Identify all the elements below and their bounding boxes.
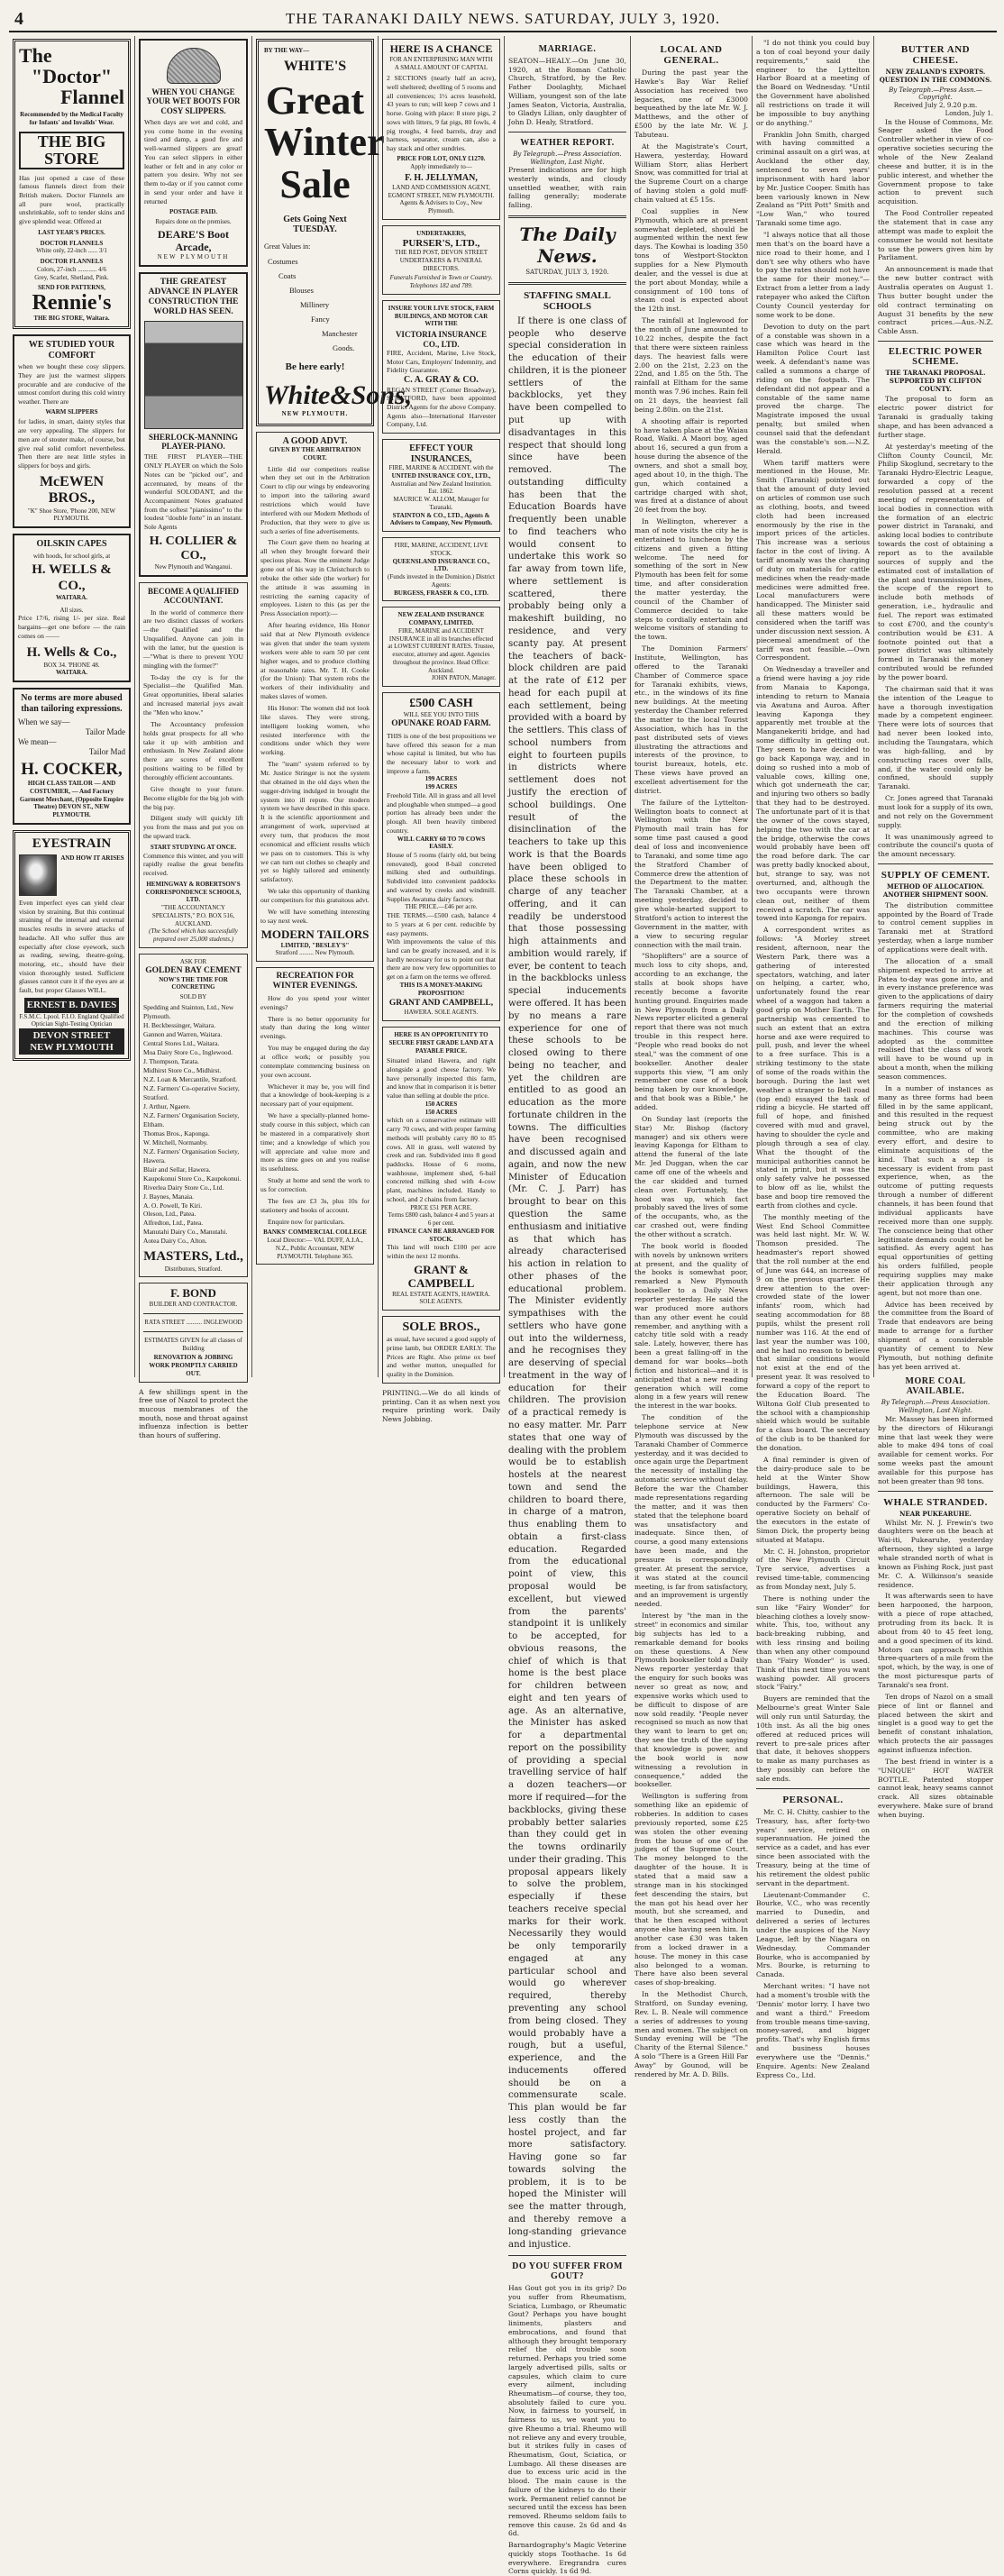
ad-banks-college: RECREATION FOR WINTER EVENINGS. How do you spend your winter evenings? There is no better opportunity for study than during the long winter evenings. You may be engaged during the day at office work; or possibly you contemplate commencing business on your own account. Whichever it may be, you will find that a knowledge of book-keeping is a necessary part of your equipment. We have a specially-planned home-study course in this subject, which can be mastered in a comparatively short time; and a knowledge of which you will appreciate and value more and more as time goes on and you realise its usefulness. Study at home and send the work to us for correction. The fees are £3 3s, plus 10s for stationery and books of account. Enquire now for particulars. BANKS' COMMERCIAL COLLEGE Local Director:— VAL DUFF, A.I.A., N.Z., Public Accountant, NEW PLYMOUTH. Telephone 365. xyxy=(256,967,374,1265)
ad-cocker: No terms are more abused than tailoring expressions. When we say— Tailor Made We mean— Tailor Mad H. COCKER, HIGH CLASS TAILOR — AND COSTUMIER, — And Factory Garment Merchant, (Opposite Empire Theatre) DEVON ST., NEW PLYMOUTH. xyxy=(13,688,131,825)
sale-item: Fancy xyxy=(311,314,330,324)
cement-agent: Moa Dairy Store Co., Inglewood. xyxy=(143,1047,233,1056)
cement-agent: A. O. Powell, Te Kiri. xyxy=(143,1201,203,1210)
cement-agent: Oleson, Ltd., Patea. xyxy=(143,1210,196,1219)
cement-agent: W. Mitchell, Normanby. xyxy=(143,1137,208,1146)
ad-hemingway: BECOME A QUALIFIED ACCOUNTANT. In the world of commerce there are two distinct classes of workers—the Qualified and the Unqualified. Anyone can join in with the latter, but the question is—"What is there to prevent YOU mingling with the former?" To-day the cry is for the Specialist—the Qualified Man. Great opportunities, liberal salaries and increased material joys await the "Men who know." The Accountancy profession holds great prospects for all who take it up with ambition and enthusiasm. In New Zealand alone there are scores of excellent positions waiting to be filled by thoroughly efficient accountants. Give thought to your future. Become eligible for the big job with the big pay. Diligent study will quickly lift you from the mass and put you on the upward track. START STUDYING AT ONCE. Commence this winter, and you will rapidly realise the great benefits received. HEMINGWAY & ROBERTSON'S CORRESPONDENCE SCHOOLS, LTD. "THE ACCOUNTANCY SPECIALISTS," P.O. BOX 516, AUCKLAND. (The School which has successfully prepared over 25,000 students.) xyxy=(139,582,248,948)
cement-agent: Spedding and Stainton, Ltd., New Plymouth. xyxy=(143,1002,234,1020)
cement-agent: N.Z. Farmers' Co-operative Society, Stratford. xyxy=(143,1083,240,1101)
ad-davies-optician: EYESTRAIN AND HOW IT ARISES Even imperfect eyes can yield clear vision by straining. But this continual straining of the internal and external muscles results in severe attacks of headache. All who suffer thus are especially after close eyework, such as reading, sewing, theatre-going, motoring, etc., should have their vision thoroughly tested. Sufficient glasses cannot cure it if the eyes are at fault, but proper Glasses WILL. ERNEST B. DAVIES F.S.M.C. Lpool. F.I.O. England Qualified Optician Sight-Testing Optician DEVON STREET NEW PLYMOUTH xyxy=(13,830,131,1062)
headline-whale: WHALE STRANDED. xyxy=(883,1496,988,1508)
cement-agent: Thomas Bros., Kaponga. xyxy=(143,1128,210,1137)
section-heading-local: LOCAL AND GENERAL. xyxy=(660,44,723,66)
headline-coal: MORE COAL AVAILABLE. xyxy=(905,1376,966,1397)
sale-item-list xyxy=(264,257,366,352)
sale-item: Coats xyxy=(278,270,297,280)
column-5: MARRIAGE. SEATON—HEALY.—On June 30, 1920, at the Roman Catholic Church, Stratford, by the Rev. Father Doolaghty, Michael William, youngest son of the late James Seaton, Victoria, Australia, to Gladys Lilian, only daughter of John D. Healy, Stratford. WEATHER REPORT. By Telegraph.—Press Association. Wellington, Last Night. Present indications are for high westerly winds, and cloudy unsettled weather, with rain falling generally; moderate falling. The Daily News. SATURDAY, JULY 3, 1920. STAFFING SMALL SCHOOLS If there is one class of people who deserve special consideration in the education of their children, it is the pioneer settlers of the backblocks, yet they have been compelled to put up with disadvantages in this respect that should long since have been removed. The outstanding difficulty has been that the Education Boards have frequently been unable to find teachers who would consent to undertake this work so far away from town life, where settlement is scattered, there probably being only a makeshift building, no residence, and very scanty pay. At present the teachers of back-block children are paid at the rate of £12 per head for each pupil at each settlement, being provided with a board by the settlers. This class of school numbers from eight to fourteen pupils in districts where settlement does not justify the erection of school buildings. One result of the disinclination of the teachers to take up this work is that the Boards have been obliged to place these schools in charge of any teacher offering, and it can readily be understood that those possessing high attainments and ambition would rarely, if ever, be content to teach in the backblocks unless special inducements were offered. It has been by no means a rare experience for one of these schools to be closed owing to there being no teacher, and yet the children are entitled to as good an education as the more fortunate children in the towns. The difficulties have been recognised and discussed again and again, and now the new Minister of Education (Mr. C. J. Parr) has brought to bear on this question the same enthusiasm and initiative as that which has already characterised his action in relation to other phases of the educational problem. The Minister evidently sympathises with the settlers who have gone out into the wilderness, and he recognises they are deserving of special treatment in the way of education for their children. The provision of a practical remedy is no easy matter. Mr. Parr states that one way of dealing with the problem would be to establish hostels at the nearest town and send the children to board there, in charge of a matron, thus enabling them to obtain a first-class education. Regarded from the educational point of view, this proposal would be excellent, but viewed from the parents' standpoint it is unlikely to be accepted, for obvious reasons, the chief of which is that home is the best place for children between eight and ten years of age. As an alternative, the Minister has asked for a departmental report on the possibility of providing a special travelling service of half a dozen teachers—or more if required—for the backblocks, giving these probably better salaries than they could get in the towns ordinarily under their grading. This proposal appears likely to solve the problem, especially if these teachers receive special marks for their work. Necessarily they would be only temporarily engaged at any particular school and would go wherever required, thereby preventing any school from being closed. They would probably have a rough, but a useful, experience, and the inducements offered should be on a commensurate scale. This plan would be far less costly than the hostel project, and far more satisfactory. Having gone so far towards solving the problem, it is to be hoped the Minister will see the matter through, and thereby remove a long-standing grievance and injustice. DO YOU SUFFER FROM GOUT? Has Gout got you in its grip? Do you suffer from Rheumatism, Sciatica, Lumbago, or Rheumatic Gout? Perhaps you have bought liniments, plasters and embrocations, and found that although they brought temporary relief the old trouble soon returned. Perhaps you tried some largely advertised pills, salts or capsules, which claim to cure every ailment, including Rheumatism—of course, they too, absolutely failed to cure you. Now, in fairness to yourself, in fairness to us, we want you to give Rheumo a trial. Rheumo will not relieve any and every trouble, but it strikes fully in cases of Rheumatism, Gout, Sciatica, or Lumbago. All these diseases are due to excess uric acid in the blood. The main cause is the failure of the kidneys to do their work. Permanent relief cannot be secured until the excess has been removed. Rheumo seldom fails to remove this cause. 2s 6d and 4s 6d. Barnardography's Magic Veterine quickly stops Toothache. 1s 6d everywhere. Eregrandra cures Corns quickly. 1s 6d 9d. xyxy=(505,36,631,1377)
ad-victoria-insurance: INSURE YOUR LIVE STOCK, FARM BUILDINGS, AND MOTOR CAR WITH THE VICTORIA INSURANCE CO., LTD. FIRE, Accident, Marine, Live Stock, Motor Cars, Employers' Indemnity, and Fidelity Guarantee. C. A. GRAY & CO. REGAN STREET (Corner Broadway), STRATFORD, have been appointed District Agents for the above Company. Agents also—International Harvester Company, Ltd. xyxy=(382,300,500,434)
local-news-continued: "I do not think you could buy a ton of coal beyond your daily requirements," said the engineer to the Lyttelton Harbor Board at a meeting of the Board on Wednesday. "Until the Government have abolished all restrictions on trade it will be impossible to buy anything or do anything." Franklin John Smith, charged with having committed a criminal assault on a girl was, at Auckland the other day, sentenced to seven years' imprisonment with hard labor by Mr. Justice Cooper. Smith has been variously known in New Zealand as "Pitt Pott" Smith and "Low Wan," who toured Taranaki some time ago. "I always notice that all those men that's on the board have a nice road to their home, and I don't see why others who have to pay the rates should not have the same for their money."—Extract from a letter from a lady ratepayer who asked the Clifton County Council yesterday for some work to be done. Devotion to duty on the part of a constable was shown in a case which was heard in the Hamilton Police Court last week. A defendant's name was called a summons a charge of riding on the footpath. The defendant did not appear and a constable of the same name proved the charge. The Magistrate imposed the usual penalty, but smiled when counsel said that the defendant was the constable's son.—N.Z. Herald. When tariff matters were mentioned in the House, Mr. Smith (Taranaki) pointed out that the amount of duty levied on articles of common use such as clothing, boots, and tweed cloth had been increased enormously by the rise in the import prices of the articles. This increase was a serious factor in the cost of living. A tariff anomaly was the charging of duty on materials for cattle medicines when the ready-made medicines were admitted free. Local manufacturers were handicapped. The Minister said all these matters would be considered when the tariff was under discussion next session. A piecemeal amendment of the tariff was not feasible.—Own Correspondent. On Wednesday a traveller and a friend were having a joy ride from Manaia to Kaponga, intending to return to Manaia via Awatuna and Auroa. After leaving Kaponga they apparently met trouble at the Manganekeriti bridge, and had some difficulty in getting out. They seem to have decided to go back Kaponga way, and in doing so rushed into a mob of valuable cows, killing one, which got underneath the car, and injuring two others so badly that they had to be destroyed. The unfortunate part of it is that the owner of the cows stayed, helping the two with the car at the bridge, otherwise the cows would probably have been off the road before dark. The car was pretty badly knocked about, but, strange to say, was not overturned, and, although the two occupants were thrown clean out, neither of them received a scratch. The car was towed into Kaponga for repairs. A correspondent writes as follows: "A Morley street resident, afternoon, near the Western Park, there was a gathering of interested spectators, watching, and later on helping, a carter, who, unfortunately found the rear wheel of a waggon had taken a good grip on Mother Earth. The partnership was cemented to such an extent that an extra horse and axe were required to pull, push, and lever the wheel to a free surface. This is a striking testimony to the state of some of the roads within the borough. During the last wet weather a stranger to Bell road (top end) essayed the task of riding a bicycle. He started off full of hope, and finished covered with mud and gravel, having to shoulder the cycle and plough through a sea of clay. What the thought of the municipal authorities cannot be stated in print, but it was the only safety valve he possessed to blow off as lie, whilst the base and boop tire removed the earth from clothes and cycle. The monthly meeting of the West End School Committee was held last night. Mr. W. W. Thomson presided. The headmaster's report showed that the roll number at the end of June was 644, an increase of 9 on the previous quarter. He drew attention to the over-crowded state of the lower infants' room, which had seating accommodation for 88 pupils, whilst the present roll number was 116. At the end of last year the number was 100, and he had no reason to believe that similar conditions would not exist at the end of the present year. It was resolved to forward a copy of the report to the Education Board. The Wiltona Golf Club presented to the school with a championship shield which would be suitable for a class board. The secretary of the club is to be thanked for the donation. A final reminder is given of the dairy-produce sale to be held at the Winter Show buildings, Hawera, this afternoon. The sale will be conducted by the Farmers' Co-operative Society on behalf of the executors in the estate of Simon Dick, the property being situated at Matapu. Mr. C. H. Johnston, proprietor of the New Plymouth Circuit Tyre service, advertises a revised time-table, commencing as from Monday next, July 5. There is nothing under the sun like "Fairy Wonder" for bleaching clothes a lovely snow-white. This, too, without any back-breaking rubbing, and with less rinsing and boiling than when any other compound than "Fairy Wonder" is used. Think of this next time you want washing powder. All grocers stock "Fairy." Buyers are reminded that the Melbourne's great Winter Sale will only run until Saturday, the 10th inst. As all the big ones offered at reduced prices will revert to pre-sale prices after that date, it behoves shoppers to make as many purchases as they possibly can before the sale ends. xyxy=(756,39,870,1783)
headline-butter-cheese: BUTTER AND CHEESE. xyxy=(900,44,971,66)
cement-agent: Central Stores Ltd., Waitara. xyxy=(143,1038,220,1047)
nazol-notice: A few shillings spent in the free use of Nazol to protect the mucous membranes of the mouth, nose and throat against influenza infection is better than hours of suffering. xyxy=(139,1387,248,1440)
eye-illustration xyxy=(19,854,57,896)
sale-item: Blouses xyxy=(289,285,314,295)
editorial-flag: The Daily News. xyxy=(519,223,616,267)
masthead xyxy=(9,7,997,32)
cement-agent: Gannon and Warren, Waitara. xyxy=(143,1029,223,1038)
ad-grant-campbell: HERE IS AN OPPORTUNITY TO SECURE FIRST GRADE LAND AT A PAYABLE PRICE. Situated inland Hawera, and right alongside a good cheese factory. We have personally inspected this farm, and know that in comparison it is better value than selling at double the price. 150 ACRES 150 ACRES which on a conservative estimate will carry 70 cows, and with proper farming methods will probably carry 80 to 85 cows. All in grass, well watered by creek and ran. Subdivided into 8 good paddocks. House of 6 rooms, washhouse, implement shed, 6-bail concreted milking shed with 4-cow plant, machines included. Handy to school, and 2 chains from factory. PRICE £51 PER ACRE. Terms £800 cash, balance 4 and 5 years at 6 per cent. FINANCE CAN BE ARRANGED FOR STOCK. This land will touch £100 per acre within the next 12 months. GRANT & CAMPBELL REAL ESTATE AGENTS, HAWERA. SOLE AGENTS. xyxy=(382,1027,500,1311)
cement-agent: Aotea Dairy Co., Alton. xyxy=(143,1237,207,1246)
sale-item: Costumes xyxy=(268,256,298,266)
headline-cement: SUPPLY OF CEMENT. xyxy=(881,870,990,882)
headline-electric-power: ELECTRIC POWER SCHEME. xyxy=(888,347,983,368)
column-1 xyxy=(9,36,135,1377)
cement-agent: H. Beckbessinger, Waitara. xyxy=(143,1020,216,1029)
cement-agent: N.Z. Farmers' Organisation Society, Eltham. xyxy=(143,1110,240,1128)
ad-whites-winter-sale: BY THE WAY— WHITE'S Great Winter Sale Gets Going Next TUESDAY. Great Values in: Costumes Coats Blouses Millinery Fancy Manchester Goods. Be here early! White&Sons, NEW PLYMOUTH. xyxy=(256,39,374,426)
ad-collier-piano: THE GREATEST ADVANCE IN PLAYER CONSTRUCTION THE WORLD HAS SEEN. SHERLOCK-MANNING PLAYER-PIANO. THE FIRST PLAYER—THE ONLY PLAYER on which the Solo Notes can be "picked out", and accentuated, by means of the wonderful SOLODANT, and the Accompaniment Notes graduated from the softest "pianissimo" to the loudest "double forte" in an instant. Sole Agents H. COLLIER & CO., New Plymouth and Wanganui. xyxy=(139,272,248,577)
cement-agent: N.Z. Farmers' Organisation Society, Hawera. xyxy=(143,1146,240,1165)
ad-sole-bros: SOLE BROS., as usual, have secured a good supply of prime lamb, but ORDER EARLY. The Prices are Right. Also prime ox beef and wether mutton, unequalled for quality in the Dominion. xyxy=(382,1316,500,1384)
ad-deare-boots: WHEN YOU CHANGE YOUR WET BOOTS FOR COSY SLIPPERS. When days are wet and cold, and you come home in the evening tired and damp, a good fire and well-warmed slippers are great! You can select slippers in either leather or felt and in any color or pattern you desire. Why not see them to-day or if you cannot come in send your order and have it returned POSTAGE PAID. Repairs done on the premises. DEARE'S Boot Arcade, NEW PLYMOUTH xyxy=(139,39,248,267)
printing-notice: PRINTING.—We do all kinds of printing. Can it as when next you require printing work. Daily News Jobbing. xyxy=(382,1388,500,1423)
section-heading-personal: PERSONAL. xyxy=(782,1794,844,1805)
cement-agent: J. Arthur, Ngaere. xyxy=(143,1101,191,1110)
cement-agent: Manutahi Dairy Co., Manutahi. xyxy=(143,1228,228,1237)
column-3 xyxy=(252,36,413,1377)
rheumo-ad: Has Gout got you in its grip? Do you suffer from Rheumatism, Sciatica, Lumbago, or Rheumatic Gout? Perhaps you have bought liniments, plasters and embrocations, and found that although they brought temporary relief the old trouble soon returned. Perhaps you tried some largely advertised pills, salts or capsules, which claim to cure every ailment, including Rheumatism—of course, they too, absolutely failed to cure you. Now, in fairness to yourself, in fairness to us, we want you to give Rheumo a trial. Rheumo will not relieve any and every trouble, but it strikes fully in cases of Rheumatism, Gout, Sciatica, or Lumbago. All these diseases are due to excess uric acid in the blood. The main cause is the failure of the kidneys to do their work. Permanent relief cannot be secured until the excess has been removed. Rheumo seldom fails to remove this cause. 2s 6d and 4s 6d. xyxy=(508,2284,626,2538)
cement-agent: Alfredton, Ltd., Patea. xyxy=(143,1219,204,1228)
sale-item: Manchester xyxy=(322,328,358,338)
ad-queensland-insurance: FIRE, MARINE, ACCIDENT, LIVE STOCK. QUEENSLAND INSURANCE CO., LTD. (Funds invested in the Dominion.) District Agents: BURGESS, FRASER & CO., LTD. xyxy=(382,537,500,601)
ad-opunake-farm: £500 CASH WILL SEE YOU INTO THIS OPUNAKE ROAD FARM. THIS is one of the best propositions we have offered this season for a man whose capital is limited, but who has the necessary labor to work and improve a farm. 199 ACRES 199 ACRES Freehold Title. All in grass and all level and ploughable when stumped—a good portion has already been under the plough. All been heavily timbered country. WILL CARRY 60 TO 70 COWS EASILY. House of 5 rooms (fairly old, but being renovated), good 8-bail concreted milking shed and outbuildings. Subdivided into convenient paddocks and watered by creeks and windmill. Supplies Awatuna dairy factory. THE PRICE.—£46 per acre. THE TERMS.—£500 cash, balance 4 to 5 years at 6 per cent. reducible by easy payments. With improvements the value of this land can be greatly increased, and it is hardly necessary for us to point out that there are now very few opportunities to get on a farm on the terms we offered. THIS IS A MONEY-MAKING PROPOSITION! GRANT AND CAMPBELL, HAWERA. SOLE AGENTS. xyxy=(382,692,500,1021)
cement-agent: N.Z. Loan & Mercantile, Stratford. xyxy=(143,1074,237,1083)
editorial-body: If there is one class of people who deserve special consideration in the education of their children, it is the pioneer settlers of the backblocks, yet they have been compelled to put up with disadvantages in this respect that should long since have been removed. The outstanding difficulty has been that the Education Boards have frequently been unable to find teachers who would consent to undertake this work so far away from town life, where settlement is scattered, there probably being only a makeshift building, no residence, and very scanty pay. At present the teachers of back-block children are paid at the rate of £12 per head for each pupil at each settlement, being provided with a board by the settlers. This class of school numbers from eight to fourteen pupils in districts where settlement does not justify the erection of school buildings. One result of the disinclination of the teachers to take up this work is that the Boards have been obliged to place these schools in charge of any teacher offering, and it can readily be understood that those possessing high attainments and ambition would rarely, if ever, be content to teach in the backblocks unless special inducements were offered. It has been by no means a rare experience for one of these schools to be closed owing to there being no teacher, and yet the children are entitled to as good an education as the more fortunate children in the towns. The difficulties have been recognised and discussed again and again, and now the new Minister of Education (Mr. C. J. Parr) has brought to bear on this question the same enthusiasm and initiative as that which has already characterised his action in relation to other phases of the educational problem. The Minister evidently sympathises with the settlers who have gone out into the wilderness, and he recognises they are deserving of special treatment in the way of education for their children. The provision of a practical remedy is no easy matter. Mr. Parr states that one way of dealing with the problem would be to establish hostels at the nearest town and send the children to board there, in charge of a matron, thus enabling them to obtain a first-class education. Regarded from the educational point of view, this proposal would be excellent, but viewed from the parents' standpoint it is unlikely to be accepted, for obvious reasons, the chief of which is that home is the best place for children between eight and ten years of age. As an alternative, the Minister has asked for a departmental report on the possibility of providing a special travelling service of half a dozen teachers—or more if required—for the backblocks, giving these probably better salaries than they could get in the towns ordinarily under their grading. This proposal appears likely to solve the problem, especially if these teachers receive special marks for their work. Necessarily they would be only temporarily engaged at any particular school and would go wherever required, thereby preventing any school from being closed. They would probably have a rough, but a useful, experience, and the inducements offered should be on a commensurate scale. This plan would be far less costly than the hostel project, and far more satisfactory. Having gone so far towards solving the problem, it is to be hoped the Minister will see the matter through, and thereby remove a long-standing grievance and injustice. xyxy=(508,315,626,2250)
ad-pursers: UNDERTAKERS, PURSER'S, LTD., THE RED POST, DEVON STREET UNDERTAKERS & FUNERAL DIRECTORS. Funerals Furnished in Town or Country. Telephones 182 and 789. xyxy=(382,225,500,295)
local-news-body: During the past year the Hawke's Bay War Relief Association has received two legacies, one of £3000 bequeathed by the late Mr. W. J. Matthews, and the other of £500 by the late Mr. W. J. Tabuteau. At the Magistrate's Court, Hawera, yesterday, Howard William Storr, alias Herbert Snow, was committed for trial at the Supreme Court on a charge of having stolen a gold muff-chain valued at £5 15s. Coal supplies in New Plymouth, which are at present somewhat depleted, should be augmented within the next few days. The Kowhai is loading 350 tons of Westport-Stockton supplies for a New Plymouth dealer, and the vessel is due at the port about Monday, while a consignment of 100 tons of steam coal is expected about the 12th inst. The rainfall at Inglewood for the month of June amounted to 10.22 inches, despite the fact that there were sixteen rainless days. The heaviest falls were 2.00 on the 21st, 2.23 on the 22nd, and 1.85 on the 5th. The rainfall at Eltham for the same month was 7.96 inches. Rain fell on 21 days, the heaviest fall being 2.80in. on the 21st. A shooting affair is reported to have taken place at the Waiau Road, Waiki. A Maori boy, aged about 16, secured a gun from a house during the absence of the owners, and shot a small boy, aged about 10, in the thigh. The gun, which contained a cartridge charged with shot, was fired at a distance of about 20 feet from the boy. In Wellington, wherever a man of note visits the city he is entertained to luncheon by the citizens and given a fitting welcome. The need for something of the sort in New Plymouth has been felt for some time, and after consideration the matter yesterday, the council of the Chamber of Commerce decided to take steps to cordially entertain and welcome visitors of standing to the town. The Dominion Farmers' Institute, Wellington, has offered to the Taranaki Chamber of Commerce space for Taranaki exhibits, views, etc., in the windows of its fine new buildings. At the meeting yesterday the Chamber referred the matter to the local Tourist Association, which has in the past distributed sets of views illustrating the attractions and interests of the province, to tourist bureaux, hotels, etc. These views have proved an excellent advertisement for the district. The failure of the Lyttelton-Wellington boats to connect at Wellington with the New Plymouth mail train has for some time past caused a good deal of loss and inconvenience to Taranaki, and some time ago the Stratford Chamber of Commerce drew the attention of the Department to the matter. The Taranaki Chamber, at a meeting yesterday, decided to give whole-hearted support to Stratford's action to interest the Government in the matter, with a view to securing regular connection with the mail train. "Shoplifters" are a source of much loss to city shops, and, according to an exchange, the stalls at book shops have recently become a favorite hunting ground. Enquiries made in New Plymouth from a Daily News reporter elicited a general report that there was not much trouble in this respect here. "People who read books do not steal," was the comment of one bookseller. Another dealer supports this view, "I am only remember one case of a book being taken by our knowledge, and that book was a Bible," he added. On Sunday last (reports the Star) Mr. Bishop (factory manager) and six others were leaving Kaponga for Eltham to attend the funeral of the late Mr. Jed Duggan, when the car came off one of the wheels and the car skidded and turned clean over. Fortunately, the hood was up, which fact probably saved the lives of some of the occupants, who, as the car crashed out, were finding the other without a scratch. The book world is flooded with novels by unknown writers at present, and the quality of the books is somewhat poor, remarked a New Plymouth bookseller to a Daily News reporter yesterday. He said the war produced more authors than any other event he could remember, and anything with a catchy title sold with a ready sale. Lately, however, there has been a great falling-off in the demand for war books—both fiction and historical—and it is anticipated that a new reading generation which will come along in a few years will renew the interest in the war books. The condition of the telephone service at New Plymouth was discussed by the Taranaki Chamber of Commerce yesterday, and it was decided to once again urge the Department the necessity of installing the automatic service without delay. Before the war the Chamber made representations regarding the matter, and it was then stated that the telephone board was unsatisfactory and inadequate. Since then, of course, a good many extensions have been made, and the pressure is correspondingly greater. At present the service, it was stated at the council meeting, is far from satisfactory, and an improvement is urgently needed. Interest by "the man in the street" in economics and similar big subjects has led to a remarkable demand for books on these questions. A New Plymouth bookseller told a Daily News reporter yesterday that the enquiry for such books was never so great as now, and expensive works which used to be difficult to dispose of are now sold readily. "People never recognised so much as now that they want to learn to get on; they see the truth of the saying that knowledge is power, and the book world is now witnessing a revolution in consequence," added the bookseller. Wellington is suffering from something like an epidemic of robberies. In addition to cases previously reported, some £25 was stolen the other evening from the house of one of the judges of the Supreme Court. The money belonged to the daughter of the house. It is stated that a maid saw a strange man in his stockinged feet descending the stairs, but the man got his head over her mouth, but she screamed, and that he then escaped without anyone else having seen him. In another case £30 was taken from a locked drawer in a house. The money in this case also belonged to a woman. There have also been several cases of shop-breaking. In the Methodist Church, Stratford, on Sunday evening, Rev. L. B. Neale will commence a series of addresses to young men and women. The subject on Sunday evening will be "The Charity of the Eternal Silence." A solo "There is a Green Hill Far Away" by Gounod, will be rendered by Mr. A. D. Bills. xyxy=(634,69,748,2078)
cement-agent: Kaupokonui Store Co., Kaupokonui. xyxy=(143,1174,242,1183)
newspaper-title: THE TARANAKI DAILY NEWS. SATURDAY, JULY 3, 1920. xyxy=(285,10,721,27)
ad-mcewen: WE STUDIED YOUR COMFORT when we bought these cosy slippers. They are just the warmest slippers procurable and are conducive of the utmost comfort during this cold wintry weather. There are WARM SLIPPERS for ladies, in smart, dainty styles that are very appealing. The slippers for men are of stouter make, of course, but give real solid comfort nevertheless. Then there are neat little styles in slippers for boys and girls. McEWEN BROS., "K" Shoe Store, 'Phone 200, NEW PLYMOUTH. xyxy=(13,334,131,528)
marriage-notice: SEATON—HEALY.—On June 30, 1920, at the Roman Catholic Church, Stratford, by the Rev. Father Doolaghty, Michael William, youngest son of the late James Seaton, Victoria, Australia, to Gladys Lilian, only daughter of John D. Healy, Stratford. xyxy=(508,57,626,127)
column-7: "I do not think you could buy a ton of coal beyond your daily requirements," said the engineer to the Lyttelton Harbor Board at a meeting of the Board on Wednesday. "Until the Government have abolished all restrictions on trade it will be impossible to buy anything or do anything." Franklin John Smith, charged with having committed a criminal assault on a girl was, at Auckland the other day, sentenced to seven years' imprisonment with hard labor by Mr. Justice Cooper. Smith has been variously known in New Zealand as "Pitt Pott" Smith and "Low Wan," who toured Taranaki some time ago. "I always notice that all those men that's on the board have a nice road to their home, and I don't see why others who have to pay the rates should not have the same for their money."—Extract from a letter from a lady ratepayer who asked the Clifton County Council yesterday for some work to be done. Devotion to duty on the part of a constable was shown in a case which was heard in the Hamilton Police Court last week. A defendant's name was called a summons a charge of riding on the footpath. The defendant did not appear and a constable of the same name proved the charge. The Magistrate imposed the usual penalty, but smiled when counsel said that the defendant was the constable's son.—N.Z. Herald. When tariff matters were mentioned in the House, Mr. Smith (Taranaki) pointed out that the amount of duty levied on articles of common use such as clothing, boots, and tweed cloth had been increased enormously by the rise in the import prices of the articles. This increase was a serious factor in the cost of living. A tariff anomaly was the charging of duty on materials for cattle medicines when the ready-made medicines were admitted free. Local manufacturers were handicapped. The Minister said all these matters would be considered when the tariff was under discussion next session. A piecemeal amendment of the tariff was not feasible.—Own Correspondent. On Wednesday a traveller and a friend were having a joy ride from Manaia to Kaponga, intending to return to Manaia via Awatuna and Auroa. After leaving Kaponga they apparently met trouble at the Manganekeriti bridge, and had some difficulty in getting out. They seem to have decided to go back Kaponga way, and in doing so rushed into a mob of valuable cows, killing one, which got underneath the car, and injuring two others so badly that they had to be destroyed. The unfortunate part of it is that the owner of the cows stayed, helping the two with the car at the bridge, otherwise the cows would probably have been off the road before dark. The car was pretty badly knocked about, but, strange to say, was not overturned, and, although the two occupants were thrown clean out, neither of them received a scratch. The car was towed into Kaponga for repairs. A correspondent writes as follows: "A Morley street resident, afternoon, near the Western Park, there was a gathering of interested spectators, watching, and later on helping, a carter, who, unfortunately found the rear wheel of a waggon had taken a good grip on Mother Earth. The partnership was cemented to such an extent that an extra horse and axe were required to pull, push, and lever the wheel to a free surface. This is a striking testimony to the state of some of the roads within the borough. During the last wet weather a stranger to Bell road (top end) essayed the task of riding a bicycle. He started off full of hope, and finished covered with mud and gravel, having to shoulder the cycle and plough through a sea of clay. What the thought of the municipal authorities cannot be stated in print, but it was the only safety valve he possessed to blow off as lie, whilst the base and boop tire removed the earth from clothes and cycle. The monthly meeting of the West End School Committee was held last night. Mr. W. W. Thomson presided. The headmaster's report showed that the roll number at the end of June was 644, an increase of 9 on the previous quarter. He drew attention to the over-crowded state of the lower infants' room, which had seating accommodation for 88 pupils, whilst the present roll number was 116. At the end of last year the number was 100, and he had no reason to believe that similar conditions would not exist at the end of the present year. It was resolved to forward a copy of the report to the Education Board. The Wiltona Golf Club presented to the school with a championship shield which would be suitable for a class board. The secretary of the club is to be thanked for the donation. A final reminder is given of the dairy-produce sale to be held at the Winter Show buildings, Hawera, this afternoon. The sale will be conducted by the Farmers' Co-operative Society on behalf of the executors in the estate of Simon Dick, the property being situated at Matapu. Mr. C. H. Johnston, proprietor of the New Plymouth Circuit Tyre service, advertises a revised time-table, commencing as from Monday next, July 5. There is nothing under the sun like "Fairy Wonder" for bleaching clothes a lovely snow-white. This, too, without any back-breaking rubbing, and with less rinsing and boiling than when any other compound than "Fairy Wonder" is used. Think of this next time you want washing powder. All grocers stock "Fairy." Buyers are reminded that the Melbourne's great Winter Sale will only run until Saturday, the 10th inst. As all the big ones offered at reduced prices will revert to pre-sale prices after that date, it behoves shoppers to make as many purchases as they possibly can before the sale ends. PERSONAL. Mr. C. H. Chitty, cashier to the Treasury, has, after forty-two years' service, retired on superannuation. He joined the service as a cadet, and has ever since been associated with the Treasury, being at the time of his retirement the oldest public servant in the department. Lieutenant-Commander C. Bourke, V.C., who was recently married to Dunedin, and delivered a series of lectures under the auspices of the Navy League, left by the Niagara on Wednesday. Commander Bourke, who is accompanied by Mrs. Bourke, is returning to Canada. Merchant writes: "I have not had a moment's trouble with the 'Dennis' motor lorry. I have two and want a third." Freedom from trouble means time-saving, money-saved, and bigger profits. That's why English firms and business houses everywhere use the "Dennis." Enquire. Agents: New Zealand Express Co., Ltd. xyxy=(753,36,874,1377)
page-number: 4 xyxy=(14,8,23,29)
cement-agent: Blair and Sellar, Hawera. xyxy=(143,1165,211,1174)
sale-item: Goods. xyxy=(333,343,355,352)
ad-jellyman: HERE IS A CHANCE FOR AN ENTERPRISING MAN WITH A SMALL AMOUNT OF CAPITAL 2 SECTIONS (nearly half an acre), well sheltered; dwelling of 5 rooms and all conveniences; 1½ acres leasehold, 43 years to run; will keep 7 cows and 1 horse. Going with place: 8 store pigs, 2 sows with litters, 9 fat pigs, 80 fowls, 4 pig troughs, 4 feed barrels, dray and harness, separator, cream can, also a hay stack and other sundries. PRICE FOR LOT, ONLY £1270. Apply immediately to— F. H. JELLYMAN, LAND AND COMMISSION AGENT, EGMONT STREET, NEW PLYMOUTH. Agents & Advisers to Coy., New Plymouth. xyxy=(382,39,500,220)
column-4 xyxy=(379,36,505,1423)
big-store-logo: THE BIG STORE xyxy=(19,132,124,169)
whites-logo: White&Sons, xyxy=(264,380,413,411)
cement-agent: J. Thompson, Tarata. xyxy=(143,1056,199,1065)
ad-modern-tailors: A GOOD ADVT. GIVEN BY THE ARBITRATION COURT. Little did our competitors realise when they set out in the Arbitration Court to clip our wings by endeavoring to import into the tailoring award restrictions which would have interfered with our Modern Methods of Production, that they were to give us such a series of fine advertisements. The Court gave them no hearing at all when they brought forward their specious pleas. Now the eminent Judge gone out of his way in Christchurch to rebuke the other side (the worker) for the attitude it was assuming in restricting the earning capacity of employees. Listen to this (as per the Press Association report):— After hearing evidence, His Honor said that at New Plymouth evidence was given that under the team system workers were able to earn 50 per cent higher wages, and to produce clothing at reasonable rates. Mr. T. H. Cooke (for the Union): That system robs the workers of their individuality and makes slaves of women. His Honor: The women did not look like slaves. They were strong, intelligent looking women, who resisted interference with the conditions under which they were working. The "team" system referred to by Mr. Justice Stringer is not the system that obtained in the old days when the sugger-driving indulged in brought the system into ill repute. Our modern system we have described in this space. It is the scientific apportionment and arrangement of work, supervised at every turn, that produces the most economical and efficient results which we pass on to customers. This is why we can turn out clothes so cheaply and yet so highly tailored and eminently satisfactory. We take this opportunity of thanking our competitors for this gratuitous advt. We will have something interesting to say next week. MODERN TAILORS LIMITED, "BESLEY'S" Stratford ......... New Plymouth. xyxy=(256,432,374,962)
editorial-headline: STAFFING SMALL SCHOOLS xyxy=(524,289,611,313)
column-2 xyxy=(135,36,252,1440)
ad-bond-builder: F. BOND BUILDER AND CONTRACTOR. RATA STREET .......... INGLEWOOD ESTIMATES GIVEN for all classes of Building RENOVATION & JOBBING WORK PROMPTLY CARRIED OUT. xyxy=(139,1283,248,1382)
slipper-illustration xyxy=(167,48,221,84)
ad-doctor-flannel: The "Doctor" Flannel Recommended by the Medical Faculty for Infants' and Invalids' Wear. THE BIG STORE Has just opened a case of these famous flannels direct from their British makers. Doctor Flannels are all pure wool, practically unshrinkable, soft to tender skins and give splendid wear. Offered at LAST YEAR'S PRICES. DOCTOR FLANNELS White only, 22-inch ...... 3/1 DOCTOR FLANNELS Colors, 27-inch ............ 4/6 Grey, Scarlet, Shetland, Pink. SEND FOR PATTERNS, Rennie's THE BIG STORE, Waitara. xyxy=(13,39,131,329)
cement-agent-list xyxy=(143,1003,243,1247)
sale-item: Millinery xyxy=(300,299,330,309)
ad-nz-insurance: NEW ZEALAND INSURANCE COMPANY, LIMITED. FIRE, MARINE and ACCIDENT INSURANCE in all its branches effected at LOWEST CURRENT RATES. Trustee, executor, attorney and agent. Agencies throughout the province. Head Office: Auckland. JOHN PATON, Manager. xyxy=(382,607,500,687)
player-piano-illustration xyxy=(144,321,243,429)
ad-wells: OILSKIN CAPES with hoods, for school girls, at H. WELLS & CO., WAITARA. All sizes. Price 17/6, rising 1/- per size. Real bargains—get one before — the rain comes on —— H. Wells & Co., BOX 34. 'PHONE 48. WAITARA. xyxy=(13,534,131,682)
ad-united-insurance: EFFECT YOUR INSURANCES, FIRE, MARINE & ACCIDENT. with the UNITED INSURANCE COY., LTD., Australian and New Zealand Institution. Est. 1862. MAURICE W. ALLOM, Manager for Taranaki. STAINTON & CO., LTD., Agents & Advisers to Company, New Plymouth. xyxy=(382,439,500,532)
weather-report: Present indications are for high westerly winds, and cloudy unsettled weather, with rain falling generally; moderate falling. xyxy=(508,166,626,210)
cement-agent: Riverlea Dairy Store Co., Ltd. xyxy=(143,1183,224,1192)
cement-agent: J. Baynes, Manaia. xyxy=(143,1192,195,1201)
cement-agent: Midhirst Store Co., Midhirst. xyxy=(143,1065,222,1074)
column-8: BUTTER AND CHEESE. NEW ZEALAND'S EXPORTS. QUESTION IN THE COMMONS. By Telegraph.—Press Assn.—Copyright. Received July 2, 9.20 p.m. London, July 1. In the House of Commons, Mr. Seager asked the Food Controller whether in view of co-operative societies securing the whole of the New Zealand cheese and butter, it is in the public interest, and whether the Government propose to take action to prevent such acquisition. The Food Controller repeated the statement that in case any attempt was made to exploit the consumer he would not hesitate to use the powers given him by Parliament. An announcement is made that the new butter contract with Australia operates on August 1. Thus butter bought under the old contract terminating on August 31 benefits by the new contract prices.—Aus.-N.Z. Cable Assn. ELECTRIC POWER SCHEME. THE TARANAKI PROPOSAL. SUPPORTED BY CLIFTON COUNTY. The proposal to form an electric power district for Taranaki is gradually taking shape, and has been advanced a further stage. At yesterday's meeting of the Clifton County Council, Mr. Philip Skoglund, secretary to the Taranaki Hydro-Electric League, forwarded a copy of the resolution passed at a recent meeting of representatives of local bodies in connection with the formation of an electric power district in Taranaki, and asking local bodies to contribute towards the cost of obtaining a report as to the available sources of supply and the estimated cost of installation of the plant and transmission lines, the scope of the report to include both methods of generation, i.e., hydraulic and fuel. The report was estimated to cost £700, and the county's contribution would be £31. A footnote pointed out that a power district was ultimately formed in Taranaki the money contributed would be refunded by the power board. The chairman said that it was the intention of the League to have a thorough investigation made by a competent engineer. There were lots of sources that had never been looked into, including the Taungatara, which was high-falling, and by constructing races over falls, and, if the water could only be confined, should supply Taranaki. Cr. Jones agreed that Taranaki must look for a supply of its own, and not rely on the Government supply. It was unanimously agreed to contribute the council's quota of the amount necessary. SUPPLY OF CEMENT. METHOD OF ALLOCATION. ANOTHER SHIPMENT SOON. The distribution committee appointed by the Board of Trade to control cement supplies in Taranaki met at Stratford yesterday, when a large number of applications were dealt with. The allocation of a small shipment expected to arrive at Patea to-day was gone into, and in every instance preference was given to the applications of dairy farmers requiring the material for the completion of cowsheds and the erection of milking machines. This course was adopted as the committee realised that the class of work will have to be wound up in about a month, when the milking season commences. In a number of instances as many as three forms had been filled in by the same applicant, and this resulted in the request being struck out by the committee, who are making every effort, and desire to eliminate acquisitions of the kind. That such a step is necessary is evident from past experience, when, as the outcome of putting requests through a number of different channels, it has been found that individual applicants have received more than one supply. The conscience being that other legitimate demands could not be satisfied. As every agent has equal opportunities of getting his orders fulfilled, people requiring supplies may make their application through any agent, but not more than one. Advice has been received by the committee from the Board of Trade that endeavors are being made to arrange for a further shipment of a considerable quantity of cement to New Plymouth, but nothing definite has yet been arrived at. MORE COAL AVAILABLE. By Telegraph.—Press Association. Wellington, Last Night. Mr. Massey has been informed by the directors of Hikurangi mine that last week they were able to make 494 tons of coal available for cement works. For some weeks past the amount available for this purpose has not been greater than 98 tons. WHALE STRANDED. NEAR PUKEARUHE. Whilst Mr. N. J. Frewin's two daughters were on the beach at Wai-iti, Pukearuhe, yesterday afternoon, they sighted a large whale stranded north of what is known as Fishing Rock, just past Mr. C. A. Wilkinson's seaside residence. It was afterwards seen to have been harpooned, the harpoon, with a piece of rope attached, protruding from its back. It is about from 40 to 45 feet long, and a good specimen of its kind. Motors can approach within three-quarters of a mile from the spot, which, by the way, is one of the most picturesque parts of Taranaki's sea front. Ten drops of Nazol on a small piece of lint or flannel and placed between the skirt and singlet is a good way to get the benefit of constant inhalation, which protects the air passages against influenza infection. The best friend in winter is a "UNIQUE" HOT WATER BOTTLE. Patented stopper cannot leak, heavy seams cannot crack. All sizes obtainable everywhere. Make sure of brand when buying. xyxy=(878,44,994,1820)
ad-golden-bay-cement: ASK FOR GOLDEN BAY CEMENT NOW'S THE TIME FOR CONCRETING SOLD BY Spedding and Stainton, Ltd., New Plymouth. H. Beckbessinger, Waitara. Gannon and Warren, Waitara. Central Stores Ltd., Waitara. Moa Dairy Store Co., Inglewood. J. Thompson, Tarata. Midhirst Store Co., Midhirst. N.Z. Loan & Mercantile, Stratford. N.Z. Farmers' Co-operative Society, Stratford. J. Arthur, Ngaere. N.Z. Farmers' Organisation Society, Eltham. Thomas Bros., Kaponga. W. Mitchell, Normanby. N.Z. Farmers' Organisation Society, Hawera. Blair and Sellar, Hawera. Kaupokonui Store Co., Kaupokonui. Riverlea Dairy Store Co., Ltd. J. Baynes, Manaia. A. O. Powell, Te Kiri. Oleson, Ltd., Patea. Alfredton, Ltd., Patea. Manutahi Dairy Co., Manutahi. Aotea Dairy Co., Alton. MASTERS, Ltd., Distributors, Stratford. xyxy=(139,954,248,1278)
column-6 xyxy=(631,36,753,2078)
